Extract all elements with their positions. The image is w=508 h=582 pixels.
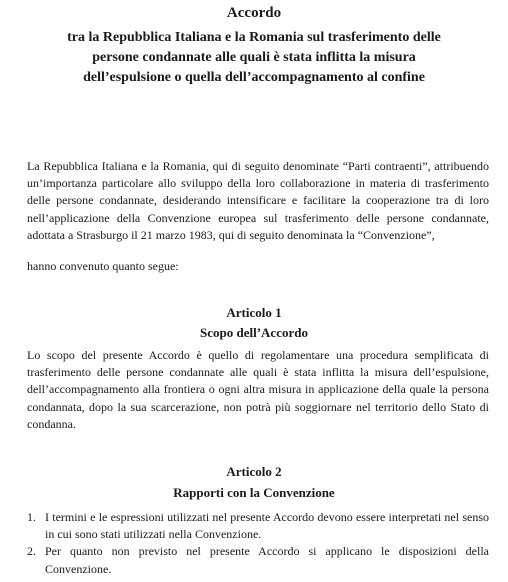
article-2-number: Articolo 2 — [226, 464, 282, 479]
subtitle-line: tra la Repubblica Italiana e la Romania sul trasferimento delle — [67, 30, 441, 45]
list-item-number: 2. — [27, 544, 36, 559]
article-2-heading: Rapporti con la Convenzione — [173, 485, 335, 500]
list-item-text: Per quanto non previsto nel presente Accordo si applicano le disposizioni della Convenzione. — [45, 544, 489, 576]
article-1-number: Articolo 1 — [226, 305, 282, 320]
document-subtitle — [8, 28, 500, 88]
article-1-heading: Scopo dell’Accordo — [200, 325, 308, 340]
document-title: Accordo — [226, 5, 282, 21]
list-item — [27, 543, 489, 577]
agreed-line: hanno convenuto quanto segue: — [27, 259, 179, 273]
article-2-list — [27, 509, 489, 578]
subtitle-line: persone condannate alle quali è stata inflitta la misura — [92, 50, 416, 65]
intro-paragraph: La Repubblica Italiana e la Romania, qui di seguito denominate “Parti contraenti”, attribuendo un’importanza particolare allo sviluppo della loro collaborazione in materia di trasferimento delle persone condannate, desiderando intensificare e facilitare la cooperazione tra di loro nell’applicazione della Convenzione europea sul trasferimento delle persone condannate, adottata a Strasburgo il 21 marzo 1983, qui di seguito denominata la “Convenzione”, — [27, 159, 489, 242]
article-1-text: Lo scopo del presente Accordo è quello di regolamentare una procedura semplificata di trasferimento delle persone condannate alle quali è stata inflitta la misura dell’espulsione, dell’accompagnamento alla frontiera o ogni altra misura in applicazione della quale la persona condannata, dopo la sua scarcerazione, non potrà più soggiornare nel territorio dello Stato di condanna. — [27, 348, 489, 431]
list-item — [27, 509, 489, 543]
subtitle-line: dell’espulsione o quella dell’accompagnamento al confine — [83, 70, 425, 85]
list-item-number: 1. — [27, 510, 36, 524]
list-item-text: I termini e le espressioni utilizzati nel presente Accordo devono essere interpretati nel senso in cui sono stati utilizzati nella Convenzione. — [45, 510, 489, 542]
